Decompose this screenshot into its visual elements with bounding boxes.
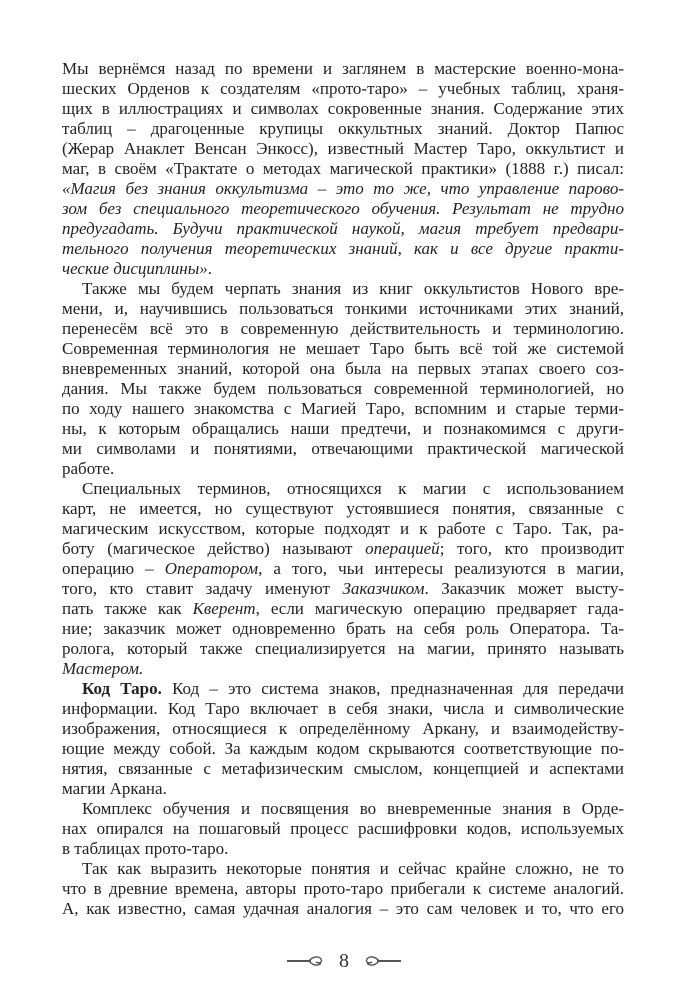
text-segment: работе. (62, 459, 115, 478)
text-line (62, 159, 624, 179)
text-segment: Комплекс обучения и посвящения во вневременные знания в Орде- (82, 799, 624, 818)
text-segment: нах опирался на пошаговый процесс расшифровки кодов, используемых (62, 819, 624, 838)
paragraph (62, 279, 624, 479)
text-segment: ние; заказчик может одновременно брать на себя роль Оператора. Та- (62, 619, 624, 638)
text-line (62, 899, 624, 919)
flourish-right-icon (361, 954, 401, 968)
text-segment: Специальных терминов, относящихся к магии с использованием (82, 479, 624, 498)
text-line (62, 79, 624, 99)
text-segment: мени, и, научившись пользоваться тонкими источниками этих знаний, (62, 299, 624, 318)
text-line (62, 119, 624, 139)
text-line (62, 379, 624, 399)
text-line (62, 599, 624, 619)
text-line (62, 179, 624, 199)
text-segment: что в древние времена, авторы прото-таро прибегали к системе аналогий. (62, 879, 624, 898)
italic-text: Оператором (164, 559, 259, 578)
paragraph (62, 859, 624, 919)
text-segment: боту (магическое действо) называют (62, 539, 366, 558)
text-segment: пать также как (62, 599, 193, 618)
text-line (62, 439, 624, 459)
text-line (62, 539, 624, 559)
text-segment: шеских Орденов к создателям «прото-таро» – учебных таблиц, храня- (62, 79, 624, 98)
text-segment: нятия, связанные с метафизическим смыслом, концепцией и аспектами (62, 759, 624, 778)
text-segment: щих в иллюстрациях и символах сокровенные знания. Содержание этих (62, 99, 624, 118)
text-line (62, 759, 624, 779)
text-segment: Мы вернёмся назад по времени и заглянем в мастерские военно-мона- (62, 59, 624, 78)
text-line (62, 59, 624, 79)
text-line (62, 719, 624, 739)
bold-term: Код Таро. (82, 679, 162, 698)
text-segment: ролога, который также специализируется на магии, принято называть (62, 639, 624, 658)
text-line (62, 99, 624, 119)
text-segment: маг, в своём «Трактате о методах магической практики» (1888 г.) писал: (62, 159, 624, 178)
text-line (62, 259, 624, 279)
text-segment: того, кто ставит задачу именуют (62, 579, 343, 598)
text-segment: таблиц – драгоценные крупицы оккультных знаний. Доктор Папюс (62, 119, 624, 138)
text-line (62, 879, 624, 899)
text-line (62, 199, 624, 219)
text-segment: Также мы будем черпать знания из книг оккультистов Нового вре- (82, 279, 624, 298)
text-segment: дания. Мы также будем пользоваться современной терминологией, но (62, 379, 624, 398)
text-segment: (Жерар Анаклет Венсан Энкосс), известный Мастер Таро, оккультист и (62, 139, 624, 158)
text-line (62, 639, 624, 659)
text-segment: Так как выразить некоторые понятия и сейчас крайне сложно, не то (82, 859, 624, 878)
text-line (62, 459, 624, 479)
text-line (62, 499, 624, 519)
text-line (62, 839, 624, 859)
text-line (62, 319, 624, 339)
page-footer (0, 946, 688, 976)
text-segment: магии Аркана. (62, 779, 167, 798)
text-segment: магическим искусством, которые подходят и к работе с Таро. Так, ра- (62, 519, 624, 538)
page-number: 8 (339, 949, 349, 972)
text-line (62, 419, 624, 439)
text-segment: ми символами и понятиями, отвечающими практической магической (62, 439, 624, 458)
text-segment: А, как известно, самая удачная аналогия – это сам человек и то, что его (62, 899, 624, 918)
text-segment: карт, не имеется, но существуют устоявшиеся понятия, связанные с (62, 499, 624, 518)
text-segment: . Заказчик может высту- (424, 579, 624, 598)
text-line (62, 619, 624, 639)
text-line (62, 699, 624, 719)
text-line (62, 339, 624, 359)
italic-text: Мастером. (62, 659, 144, 678)
text-segment: Код – это система знаков, предназначенная для передачи (161, 679, 624, 698)
text-segment: , если магическую операцию предваряет гада- (255, 599, 624, 618)
text-segment: информации. Код Таро включает в себя знаки, числа и символические (62, 699, 624, 718)
text-segment: в таблицах прото-таро. (62, 839, 229, 858)
text-line (62, 859, 624, 879)
italic-text: ческие дисциплины» (62, 259, 208, 278)
text-segment: ; того, кто производит (439, 539, 624, 558)
text-segment: перенесём всё это в современную действительность и терминологию. (62, 319, 624, 338)
text-line (62, 139, 624, 159)
text-segment: ющие между собой. За каждым кодом скрываются соответствующие по- (62, 739, 624, 758)
text-line (62, 279, 624, 299)
text-line (62, 659, 624, 679)
italic-text: зом без специального теоретического обучения. Результат не трудно (62, 199, 624, 218)
italic-text: тельного получения теоретических знаний, как и все другие практи- (62, 239, 624, 258)
text-line (62, 239, 624, 259)
italic-text: операцией (365, 539, 440, 558)
text-segment: ны, к которым обращались наши предтечи, и познакомимся с други- (62, 419, 624, 438)
paragraph (62, 479, 624, 679)
flourish-left-icon (287, 954, 327, 968)
text-line (62, 219, 624, 239)
paragraph (62, 679, 624, 799)
text-line (62, 819, 624, 839)
text-segment: , а того, чьи интересы реализуются в магии, (258, 559, 624, 578)
text-line (62, 559, 624, 579)
text-line (62, 479, 624, 499)
text-line (62, 679, 624, 699)
text-line (62, 779, 624, 799)
text-segment: по ходу нашего знакомства с Магией Таро, вспомним и старые терми- (62, 399, 624, 418)
paragraph (62, 59, 624, 279)
text-segment: изображения, относящиеся к определённому Аркану, и взаимодейству- (62, 719, 624, 738)
text-line (62, 399, 624, 419)
italic-text: «Магия без знания оккультизма – это то же, что управление парово- (62, 179, 624, 198)
text-line (62, 579, 624, 599)
paragraph (62, 799, 624, 859)
page-body (62, 59, 624, 919)
italic-text: предугадать. Будучи практической наукой, магия требует предвари- (62, 219, 624, 238)
text-segment: . (207, 259, 212, 278)
text-segment: вневременных знаний, которой она была на первых этапах своего соз- (62, 359, 624, 378)
text-line (62, 299, 624, 319)
text-line (62, 799, 624, 819)
text-segment: операцию – (62, 559, 165, 578)
text-segment: Современная терминология не мешает Таро быть всё той же системой (62, 339, 624, 358)
text-line (62, 519, 624, 539)
text-line (62, 359, 624, 379)
italic-text: Кверент (192, 599, 256, 618)
text-line (62, 739, 624, 759)
italic-text: Заказчиком (342, 579, 425, 598)
